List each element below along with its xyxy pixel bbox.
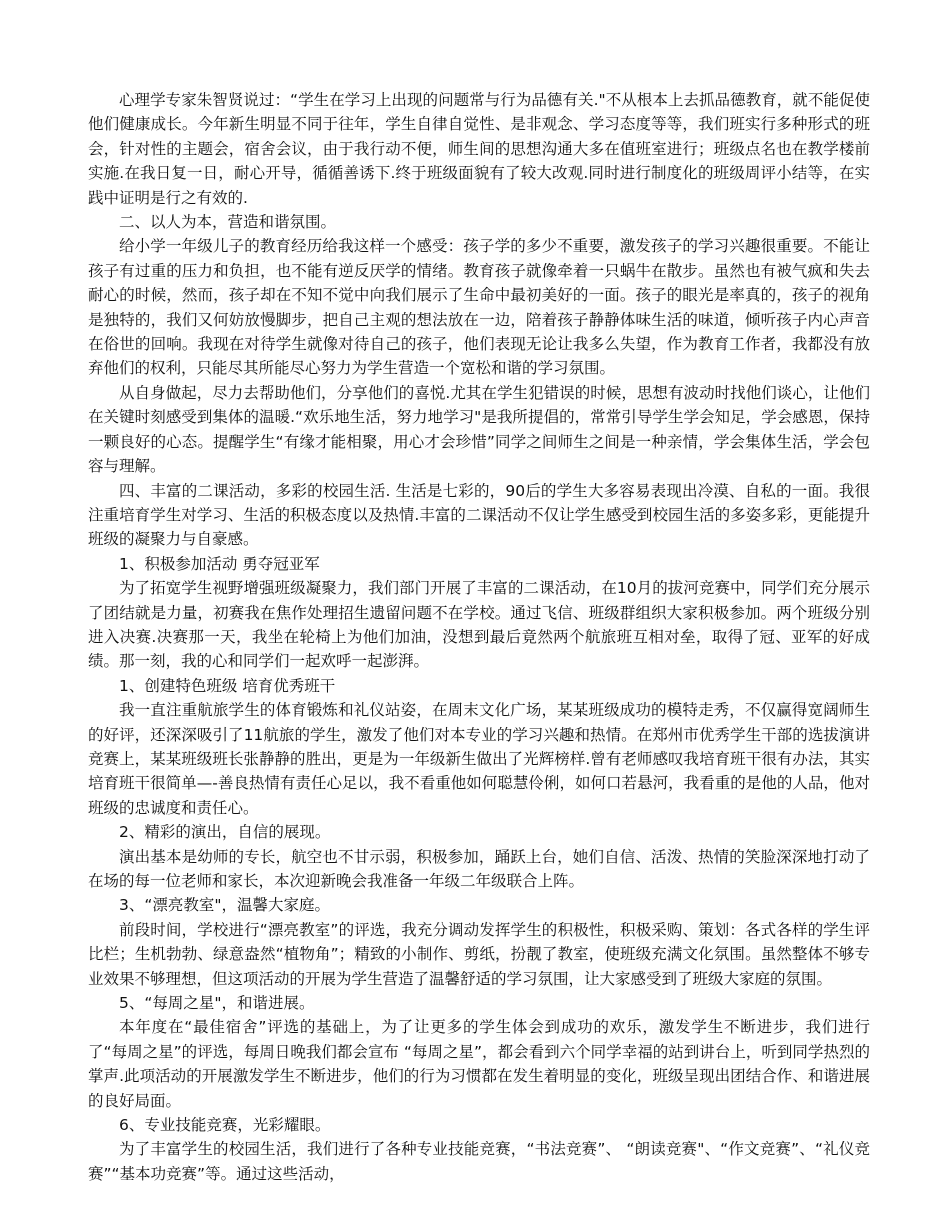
paragraph-performance: 演出基本是幼师的专长，航空也不甘示弱，积极参加，踊跃上台，她们自信、活泼、热情的笑脸深深地打动了在场的每一位老师和家长，本次迎新晚会我准备一年级二年级联合上阵。 (88, 847, 870, 890)
section-heading-harmony: 二、以人为本，营造和谐氛围。 (119, 213, 337, 232)
subheading-champion: 1、积极参加活动 勇夺冠亚军 (119, 554, 320, 573)
subheading-skills-contest: 6、专业技能竞赛，光彩耀眼。 (119, 1116, 331, 1135)
section-heading-activities: 四、丰富的二课活动，多彩的校园生活. 生活是七彩的，90后的学生大多容易表现出冷漠、自私的一面。我很注重培育学生对学习、生活的积极态度以及热情.丰富的二课活动不仅让学生感受到校园生活的多姿多彩，更能提升班级的凝聚力与自豪感。 (88, 481, 870, 549)
subheading-weekly-star: 5、“每周之星"，和谐进展。 (119, 994, 315, 1013)
paragraph-classroom: 前段时间，学校进行“漂亮教室”的评选，我充分调动发挥学生的积极性，积极采购、策划：各式各样的学生评比栏；生机勃勃、绿意盎然“植物角”；精致的小制作、剪纸，扮靓了教室，使班级充满文化氛围。虽然整体不够专业效果不够理想，但这项活动的开展为学生营造了温馨舒适的学习氛围，让大家感受到了班级大家庭的氛围。 (88, 920, 870, 988)
paragraph-tug-of-war: 为了拓宽学生视野增强班级凝聚力，我们部门开展了丰富的二课活动，在10月的拔河竞赛中，同学们充分展示了团结就是力量，初赛我在焦作处理招生遗留问题不在学校。通过飞信、班级群组织大家积极参加。两个班级分别进入决赛.决赛那一天，我坐在轮椅上为他们加油，没想到最后竟然两个航旅班互相对垒，取得了冠、亚军的好成绩。那一刻，我的心和同学们一起欢呼一起澎湃。 (88, 579, 870, 671)
paragraph-moral-education: 心理学专家朱智贤说过：“学生在学习上出现的问题常与行为品德有关."不从根本上去抓品德教育，就不能促使他们健康成长。今年新生明显不同于往年，学生自律自觉性、是非观念、学习态度等等，我们班实行多种形式的班会，针对性的主题会，宿舍会议，由于我行动不便，师生间的思想沟通大多在值班室进行；班级点名也在教学楼前实施.在我日复一日，耐心开导，循循善诱下.终于班级面貌有了较大改观.同时进行制度化的班级周评小结等，在实践中证明是行之有效的. (88, 91, 870, 207)
paragraph-skills-contest: 为了丰富学生的校园生活，我们进行了各种专业技能竞赛，“书法竞赛”、 “朗读竞赛"、“作文竞赛”、“礼仪竞赛”“基本功竞赛”等。通过这些活动， (88, 1140, 870, 1183)
paragraph-weekly-star: 本年度在“最佳宿舍”评选的基础上，为了让更多的学生体会到成功的欢乐，激发学生不断进步，我们进行了“每周之星”的评选，每周日晚我们都会宣布 “每周之星”，都会看到六个同学幸福的站到讲台上，听到同学热烈的掌声.此项活动的开展激发学生不断进步，他们的行为习惯都在发生着明显的变化，班级呈现出团结合作、和谐进展的良好局面。 (88, 1018, 870, 1110)
paragraph-help-students: 从自身做起，尽力去帮助他们，分享他们的喜悦.尤其在学生犯错误的时候，思想有波动时找他们谈心，让他们在关键时刻感受到集体的温暖.“欢乐地生活，努力地学习"是我所提倡的，常常引导学生学会知足，学会感恩，保持一颗良好的心态。提醒学生“有缘才能相聚，用心才会珍惜”同学之间师生之间是一种亲情，学会集体生活，学会包容与理解。 (88, 383, 870, 476)
subheading-classroom: 3、“漂亮教室"，温馨大家庭。 (119, 896, 331, 915)
document-body (88, 88, 870, 1186)
paragraph-class-leaders: 我一直注重航旅学生的体育锻炼和礼仪站姿，在周末文化广场，某某班级成功的模特走秀，不仅赢得宽阔师生的好评，还深深吸引了11航旅的学生，激发了他们对本专业的学习兴趣和热情。在郑州市优秀学生干部的选拔演讲竞赛上，某某班级班长张静静的胜出，更是为一年级新生做出了光辉榜样.曾有老师感叹我培育班干很有办法，其实培育班干很简单—-善良热情有责任心足以，我不看重他如何聪慧伶俐，如何口若悬河，我看重的是他的人品，他对班级的忠诚度和责任心。 (88, 701, 870, 817)
paragraph-child-education: 给小学一年级儿子的教育经历给我这样一个感受：孩子学的多少不重要，激发孩子的学习兴趣很重要。不能让孩子有过重的压力和负担，也不能有逆反厌学的情绪。教育孩子就像牵着一只蜗牛在散步。虽然也有被气疯和失去耐心的时候，然而，孩子却在不知不觉中向我们展示了生命中最初美好的一面。孩子的眼光是率真的，孩子的视角是独特的，我们又何妨放慢脚步，把自己主观的想法放在一边，陪着孩子静静体味生活的味道，倾听孩子内心声音在俗世的回响。我现在对待学生就像对待自己的孩子，他们表现无论让我多么失望，作为教育工作者，我都没有放弃他们的权利，只能尽其所能尽心努力为学生营造一个宽松和谐的学习氛围。 (88, 237, 870, 378)
subheading-performance: 2、精彩的演出，自信的展现。 (119, 823, 331, 842)
subheading-class-leaders: 1、创建特色班级 培育优秀班干 (119, 676, 336, 695)
